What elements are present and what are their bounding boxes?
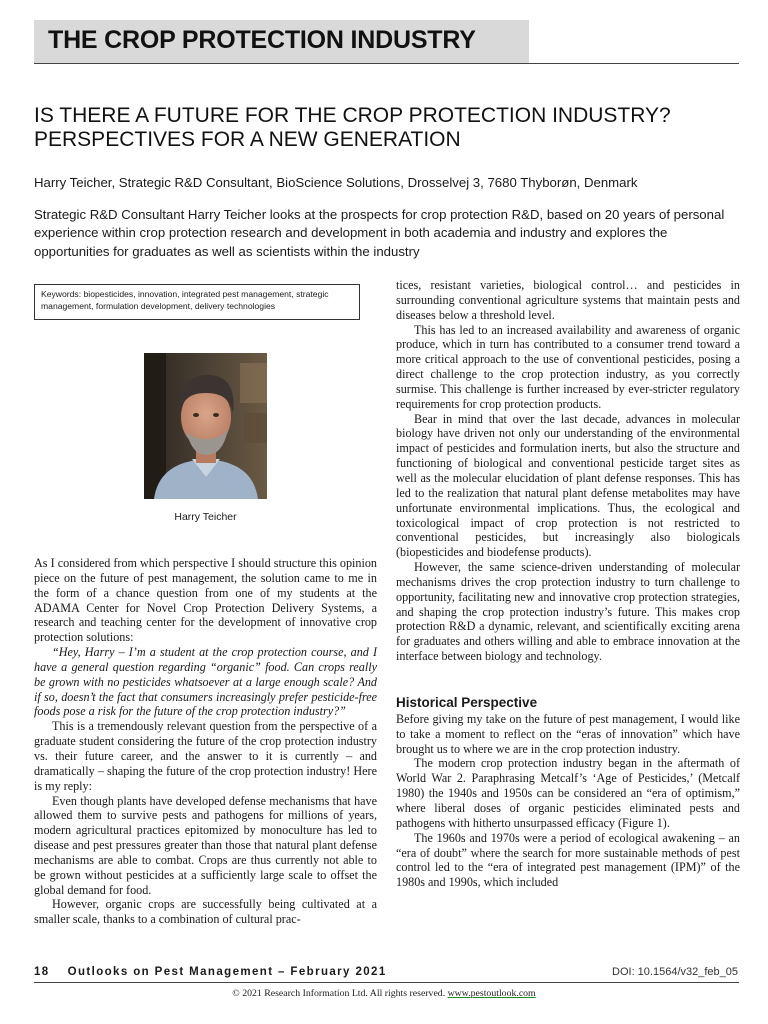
article-title-line-2: PERSPECTIVES FOR A NEW GENERATION — [34, 128, 461, 151]
body-paragraph: Bear in mind that over the last decade, advances in molecular biology have driven not only our understanding of the environmental impact of pesticides and formulation inerts, but also the structure and functioning of biological and conventional pesticide target sites as well as the molecular elucidation of plant defense responses. This has led to the realization that natural plant defense metabolites may have unfortunate environmental implications. Thus, the ecological and toxicological impact of crop protection is not restricted to conventional pesticides, but increasingly also biologicals (biopesticides and biodefense products). — [396, 411, 740, 560]
article-title — [34, 104, 754, 152]
body-paragraph: However, organic crops are successfully being cultivated at a smaller scale, thanks to a combination of cultural prac- — [34, 897, 377, 927]
body-column-right — [396, 278, 740, 890]
body-column-left — [34, 556, 377, 927]
body-paragraph: This is a tremendously relevant question from the perspective of a graduate student considering the future of the crop protection industry vs. their future career, and the answer to it is currently – and dramatically – shaping the future of the crop protection industry! Here is my reply: — [34, 719, 377, 793]
author-portrait-image — [144, 353, 267, 499]
copyright-text: © 2021 Research Information Ltd. All rights reserved. — [232, 988, 446, 999]
body-paragraph: As I considered from which perspective I should structure this opinion piece on the future of pest management, the solution came to me in the form of a chance question from one of my students at the ADAMA Center for Novel Crop Protection Delivery Systems, a research and teaching center for the development of innovative crop protection solutions: — [34, 556, 377, 645]
journal-issue: Outlooks on Pest Management – February 2021 — [67, 966, 387, 978]
website-link[interactable]: www.pestoutlook.com — [447, 988, 536, 999]
photo-caption: Harry Teicher — [174, 511, 237, 523]
section-title: THE CROP PROTECTION INDUSTRY — [48, 26, 476, 54]
student-question-quote: “Hey, Harry – I’m a student at the crop protection course, and I have a general question regarding “organic” food. Can crops really be grown with no pesticides whatsoever at a large enough scale? And if so, doesn’t the fact that consumers increasingly prefer pesticide-free foods pose a risk for the future of the crop protection industry?” — [34, 645, 377, 719]
footer-journal-line — [34, 966, 387, 978]
body-paragraph: The 1960s and 1970s were a period of ecological awakening – an “era of doubt” where the search for more sustainable methods of pest control led to the “era of integrated pest management (IPM)” of the 1980s and 1990s, which included — [396, 830, 740, 890]
section-heading-historical: Historical Perspective — [396, 694, 538, 710]
copyright-notice — [0, 988, 768, 999]
body-paragraph: The modern crop protection industry began in the aftermath of World War 2. Paraphrasing Metcalf’s ‘Age of Pesticides,’ (Metcalf 1980) the 1940s and 1950s can be considered an “era of optimism,” where liberal doses of organic pesticides eliminated pests and pathogens with hitherto unsurpassed efficacy (Figure 1). — [396, 756, 740, 830]
footer-doi: DOI: 10.1564/v32_feb_05 — [612, 966, 738, 978]
body-paragraph: However, the same science-driven understanding of molecular mechanisms drives the crop protection industry to turn challenge to opportunity, facilitating new and innovative crop protection strategies, and shaping the crop protection industry’s future. This makes crop protection R&D a dynamic, relevant, and scientifically exciting arena for graduates and others willing and able to embrace innovation at the interface between biology and technology. — [396, 560, 740, 664]
body-paragraph: This has led to an increased availability and awareness of organic produce, which in turn has contributed to a consumer trend toward a more critical approach to the use of conventional pesticides, posing a direct challenge to the crop protection industry, as you correctly surmise. This challenge is further increased by ever-stricter regulatory requirements for crop protection products. — [396, 322, 740, 411]
footer-divider — [34, 982, 739, 983]
author-photo — [144, 353, 267, 499]
page-number: 18 — [34, 966, 50, 978]
body-paragraph: tices, resistant varieties, biological control… and pesticides in surrounding conventional agriculture systems that maintain pests and diseases below a threshold level. — [396, 278, 740, 322]
article-abstract: Strategic R&D Consultant Harry Teicher looks at the prospects for crop protection R&D, based on 20 years of personal experience within crop protection research and development in both academia and industry and explores the opportunities for graduates as well as scientists within the industry — [34, 207, 725, 259]
article-title-line-1: IS THERE A FUTURE FOR THE CROP PROTECTION INDUSTRY? — [34, 104, 671, 127]
body-paragraph: Even though plants have developed defense mechanisms that have allowed them to survive pests and pathogens for millions of years, modern agricultural practices epitomized by monoculture has led to disease and pest pressures greater than those that natural plant defense mechanisms are able to combat. Crops are thus currently not able to be grown without pesticides at a sufficiently large scale to offset the global demand for food. — [34, 793, 377, 897]
body-paragraph: Before giving my take on the future of pest management, I would like to take a moment to reflect on the “eras of innovation” which have brought us to where we are in the crop protection industry. — [396, 711, 740, 756]
keywords-box: Keywords: biopesticides, innovation, integrated pest management, strategic management, formulation development, delivery technologies — [34, 284, 360, 320]
author-byline: Harry Teicher, Strategic R&D Consultant, BioScience Solutions, Drosselvej 3, 7680 Thyborøn, Denmark — [34, 175, 638, 190]
section-divider — [34, 63, 739, 64]
